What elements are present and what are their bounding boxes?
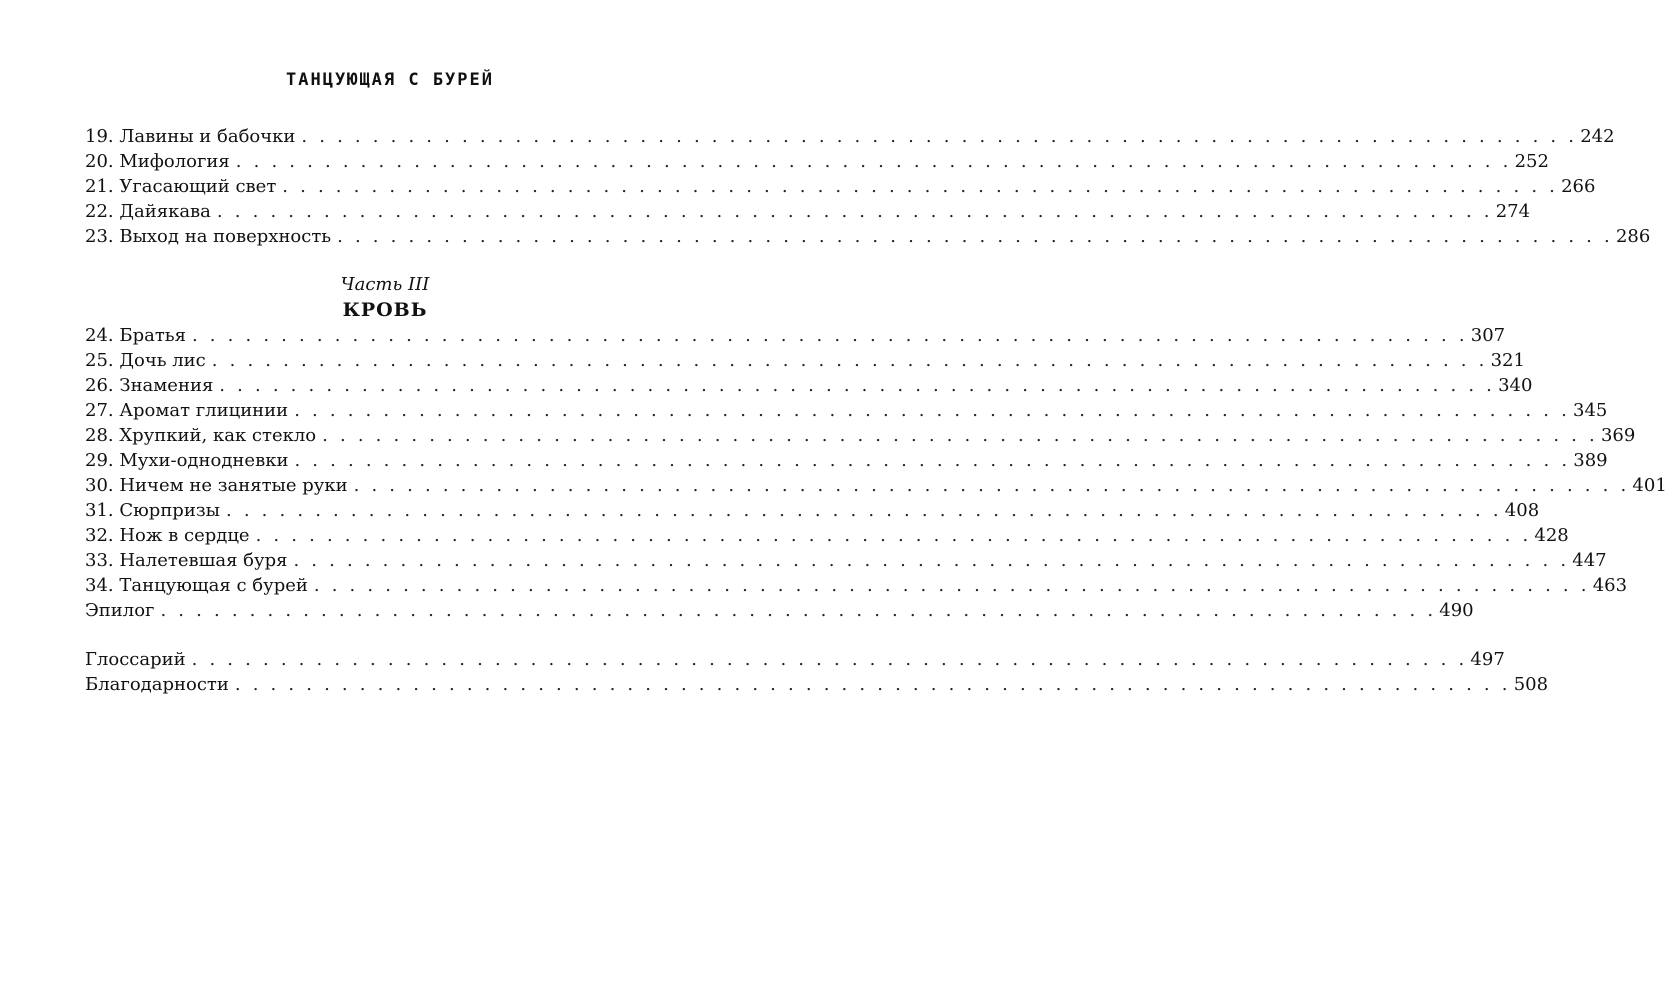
toc-dot-leader: . . . . . . . . . . . . . . . . . . . . . . . . . . . . . . . . . . . . . . . . . . . . . . . . . . . . . . . . . . . . . . . . . . . . . . . . (255, 525, 1532, 546)
toc-entry-page: 401 (1632, 475, 1667, 496)
toc-entry (85, 174, 1596, 199)
toc-section-back-matter (85, 647, 1549, 697)
toc-entry (85, 149, 1549, 174)
toc-entry (85, 423, 1636, 448)
toc-entry-page: 408 (1504, 500, 1540, 521)
toc-entry (85, 473, 1667, 498)
toc-dot-leader: . . . . . . . . . . . . . . . . . . . . . . . . . . . . . . . . . . . . . . . . . . . . . . . . . . . . . . . . . . . . . . . . . . . . . . . . (219, 375, 1496, 396)
toc-entry-title: 25. Дочь лис (85, 350, 206, 371)
toc-entry (85, 224, 1651, 249)
toc-entry (85, 199, 1531, 224)
toc-entry-page: 274 (1495, 201, 1531, 222)
toc-entry-page: 508 (1513, 674, 1549, 695)
toc-dot-leader: . . . . . . . . . . . . . . . . . . . . . . . . . . . . . . . . . . . . . . . . . . . . . . . . . . . . . . . . . . . . . . . . . . . . . . . . (353, 475, 1630, 496)
toc-entry-page: 490 (1439, 600, 1474, 621)
toc-entry (85, 323, 1506, 348)
toc-entry (85, 598, 1474, 623)
part-title: КРОВЬ (342, 299, 428, 321)
toc-entry-title: 34. Танцующая с бурей (85, 575, 308, 596)
toc-dot-leader: . . . . . . . . . . . . . . . . . . . . . . . . . . . . . . . . . . . . . . . . . . . . . . . . . . . . . . . . . . . . . . . . . . . . . . . . (294, 450, 1571, 471)
toc-section-part-3 (85, 323, 1667, 623)
toc-entry-title: Глоссарий (85, 649, 186, 670)
toc-dot-leader: . . . . . . . . . . . . . . . . . . . . . . . . . . . . . . . . . . . . . . . . . . . . . . . . . . . . . . . . . . . . . . . . . . . . . . . . (313, 575, 1590, 596)
toc-entry-page: 369 (1600, 425, 1636, 446)
toc-entry-title: 30. Ничем не занятые руки (85, 475, 348, 496)
toc-entry-title: Эпилог (85, 600, 155, 621)
toc-entry-title: 32. Нож в сердце (85, 525, 250, 546)
toc-entry-title: 20. Мифология (85, 151, 230, 172)
toc-entry-title: Благодарности (85, 674, 229, 695)
toc-entry (85, 672, 1549, 697)
toc-dot-leader: . . . . . . . . . . . . . . . . . . . . . . . . . . . . . . . . . . . . . . . . . . . . . . . . . . . . . . . . . . . . . . . . . . . . . . . . (191, 649, 1468, 670)
running-head: ТАНЦУЮЩАЯ С БУРЕЙ (286, 70, 494, 90)
toc-entry-page: 252 (1514, 151, 1549, 172)
toc-entry-page: 447 (1572, 550, 1607, 571)
toc-dot-leader: . . . . . . . . . . . . . . . . . . . . . . . . . . . . . . . . . . . . . . . . . . . . . . . . . . . . . . . . . . . . . . . . . . . . . . . . (211, 350, 1488, 371)
toc-entry-page: 345 (1573, 400, 1608, 421)
toc-dot-leader: . . . . . . . . . . . . . . . . . . . . . . . . . . . . . . . . . . . . . . . . . . . . . . . . . . . . . . . . . . . . . . . . . . . . . . . . (337, 226, 1613, 247)
toc-entry-title: 21. Угасающий свет (85, 176, 277, 197)
toc-entry (85, 398, 1608, 423)
part-label: Часть III (340, 274, 430, 295)
toc-entry-page: 242 (1580, 126, 1615, 147)
toc-entry-title: 26. Знамения (85, 375, 214, 396)
toc-entry-page: 389 (1573, 450, 1608, 471)
toc-entry (85, 548, 1607, 573)
toc-dot-leader: . . . . . . . . . . . . . . . . . . . . . . . . . . . . . . . . . . . . . . . . . . . . . . . . . . . . . . . . . . . . . . . . . . . . . . . . (216, 201, 1493, 222)
toc-entry-title: 28. Хрупкий, как стекло (85, 425, 317, 446)
toc-dot-leader: . . . . . . . . . . . . . . . . . . . . . . . . . . . . . . . . . . . . . . . . . . . . . . . . . . . . . . . . . . . . . . . . . . . . . . . . (225, 500, 1502, 521)
toc-entry (85, 573, 1628, 598)
toc-entry (85, 498, 1540, 523)
toc-entry-page: 266 (1561, 176, 1596, 197)
toc-entry-title: 24. Братья (85, 325, 186, 346)
toc-entry-page: 428 (1534, 525, 1569, 546)
toc-entry-page: 340 (1498, 375, 1533, 396)
toc-dot-leader: . . . . . . . . . . . . . . . . . . . . . . . . . . . . . . . . . . . . . . . . . . . . . . . . . . . . . . . . . . . . . . . . . . . . . . . . (293, 550, 1570, 571)
toc-entry-title: 29. Мухи-однодневки (85, 450, 289, 471)
toc-entry-page: 307 (1470, 325, 1506, 346)
toc-entry-page: 497 (1470, 649, 1505, 670)
toc-dot-leader: . . . . . . . . . . . . . . . . . . . . . . . . . . . . . . . . . . . . . . . . . . . . . . . . . . . . . . . . . . . . . . . . . . . . . . . . (191, 325, 1468, 346)
toc-entry-title: 27. Аромат глицинии (85, 400, 289, 421)
toc-dot-leader: . . . . . . . . . . . . . . . . . . . . . . . . . . . . . . . . . . . . . . . . . . . . . . . . . . . . . . . . . . . . . . . . . . . . . . . . (282, 176, 1559, 197)
toc-dot-leader: . . . . . . . . . . . . . . . . . . . . . . . . . . . . . . . . . . . . . . . . . . . . . . . . . . . . . . . . . . . . . . . . . . . . . . . . (294, 400, 1570, 421)
toc-entry-title: 22. Дайякава (85, 201, 211, 222)
toc-entry-page: 321 (1490, 350, 1525, 371)
toc-entry (85, 647, 1505, 672)
toc-entry-title: 31. Сюрпризы (85, 500, 220, 521)
toc-entry (85, 448, 1608, 473)
toc-entry-title: 19. Лавины и бабочки (85, 126, 296, 147)
toc-dot-leader: . . . . . . . . . . . . . . . . . . . . . . . . . . . . . . . . . . . . . . . . . . . . . . . . . . . . . . . . . . . . . . . . . . . . . . . . (234, 674, 1511, 695)
toc-dot-leader: . . . . . . . . . . . . . . . . . . . . . . . . . . . . . . . . . . . . . . . . . . . . . . . . . . . . . . . . . . . . . . . . . . . . . . . . (322, 425, 1598, 446)
toc-entry (85, 523, 1569, 548)
toc-dot-leader: . . . . . . . . . . . . . . . . . . . . . . . . . . . . . . . . . . . . . . . . . . . . . . . . . . . . . . . . . . . . . . . . . . . . . . . . (160, 600, 1437, 621)
toc-entry (85, 348, 1525, 373)
toc-dot-leader: . . . . . . . . . . . . . . . . . . . . . . . . . . . . . . . . . . . . . . . . . . . . . . . . . . . . . . . . . . . . . . . . . . . . . . . . (301, 126, 1578, 147)
toc-entry-title: 33. Налетевшая буря (85, 550, 288, 571)
toc-dot-leader: . . . . . . . . . . . . . . . . . . . . . . . . . . . . . . . . . . . . . . . . . . . . . . . . . . . . . . . . . . . . . . . . . . . . . . . . (235, 151, 1512, 172)
toc-section-part-2-tail (85, 124, 1651, 249)
toc-entry (85, 373, 1533, 398)
toc-entry-page: 463 (1592, 575, 1628, 596)
toc-entry-page: 286 (1615, 226, 1651, 247)
toc-entry (85, 124, 1615, 149)
toc-entry-title: 23. Выход на поверхность (85, 226, 332, 247)
